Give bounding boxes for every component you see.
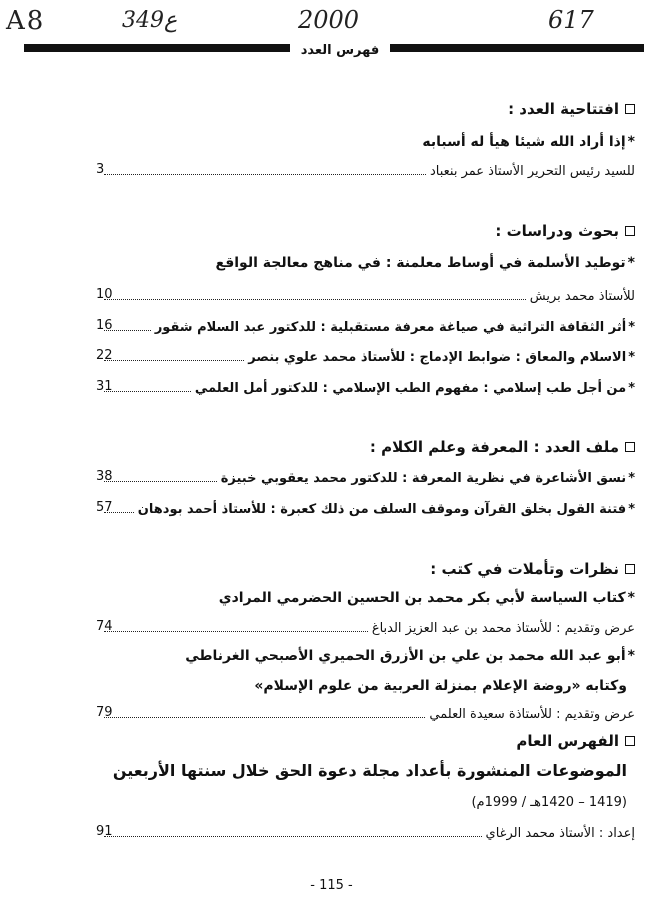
general-index-dates: (1419 – 1420هـ / 1999م) [471,795,627,810]
toc-entry [100,826,635,841]
article-title: توطيد الأسلمة في أوساط معلمنة : في مناهج معالجة الواقع [215,255,626,271]
asterisk-bullet-icon: * [627,590,635,606]
article-title-row [219,590,635,606]
section-opening [508,100,635,118]
page-number: 31 [96,379,113,394]
section-dossier [370,438,635,456]
article-author: للأستاذ محمد بريش [529,289,635,304]
asterisk-bullet-icon: * [627,134,635,150]
section-research [495,222,635,240]
article-title: كتاب السياسة لأبي بكر محمد بن الحسين الحضرمي المرادي [218,590,626,606]
handwritten-code-a8: A8 [6,6,46,36]
section-title: الفهرس العام [516,732,619,750]
asterisk-bullet-icon: * [627,255,635,271]
article-text: من أجل طب إسلامي : مفهوم الطب الإسلامي : للدكتور أمل العلمي [194,381,627,396]
toc-entry [100,320,635,335]
handwritten-code-349: 349ع [122,8,178,33]
asterisk-bullet-icon: * [628,471,635,486]
article-title-row [185,648,635,664]
asterisk-bullet-icon: * [628,350,635,365]
page-number: 74 [96,619,113,634]
page-number: 38 [96,469,113,484]
square-bullet-icon [625,442,635,452]
toc-entry [100,164,635,179]
toc-entry [100,471,635,486]
page-number: 16 [96,318,113,333]
toc-entry [100,350,635,365]
leader-dots [104,381,191,392]
page-number: 10 [96,287,113,302]
article-title-line2: وكتابه «روضة الإعلام بمنزلة العربية من علوم الإسلام» [254,678,627,694]
page-number: 91 [96,824,113,839]
page-number: 22 [96,348,113,363]
asterisk-bullet-icon: * [628,381,635,396]
section-title: ملف العدد : المعرفة وعلم الكلام : [369,438,619,456]
article-author: عرض وتقديم : للأستاذ محمد بن عبد العزيز الدباغ [371,621,635,636]
page-number: 57 [96,500,113,515]
toc-entry [100,502,635,517]
page-number: 3 [96,162,105,177]
handwritten-number-617: 617 [548,6,594,34]
page-number: 79 [96,705,113,720]
toc-entry [100,289,635,304]
leader-dots [104,164,426,175]
article-author: للسيد رئيس التحرير الأستاذ عمر بنعباد [429,164,635,179]
section-books [430,560,635,578]
square-bullet-icon [625,564,635,574]
footer-page-number: - 115 - [310,878,353,893]
article-text: نسق الأشاعرة في نظرية المعرفة : للدكتور محمد يعقوبي خبيزة [220,471,627,486]
square-bullet-icon [625,226,635,236]
article-text: أثر الثقافة التراثية في صياغة معرفة مستقبلية : للدكتور عبد السلام شقور [154,320,627,335]
section-title: بحوث ودراسات : [495,222,619,240]
general-index-subtitle: الموضوعات المنشورة بأعداد مجلة دعوة الحق خلال سنتها الأربعين [112,761,627,780]
article-title-row [422,134,635,150]
leader-dots [104,621,368,632]
section-general-index [516,732,635,750]
square-bullet-icon [625,736,635,746]
toc-entry [100,381,635,396]
leader-dots [104,289,526,300]
leader-dots [104,350,244,361]
asterisk-bullet-icon: * [627,648,635,664]
asterisk-bullet-icon: * [628,502,635,517]
leader-dots [104,471,217,482]
section-title: نظرات وتأملات في كتب : [430,560,619,578]
article-text: فتنة القول بخلق القرآن وموقف السلف من ذلك كعبرة : للأستاذ أحمد بودهان [137,502,627,517]
square-bullet-icon [625,104,635,114]
section-title: افتتاحية العدد : [508,100,619,118]
article-author: عرض وتقديم : للأستاذة سعيدة العلمي [429,707,635,722]
page-title: فهرس العدد [290,41,390,61]
article-text: الاسلام والمعاق : ضوابط الإدماج : للأستاذ محمد علوي بنصر [248,350,627,365]
leader-dots [104,826,482,837]
article-title-row [216,255,635,271]
article-author: إعداد : الأستاذ محمد الرغاي [485,826,635,841]
article-title: أبو عبد الله محمد بن علي بن الأزرق الحميري الأصبحي الغرناطي [185,648,626,664]
article-title: إذا أراد الله شيئا هيأ له أسبابه [422,134,626,150]
leader-dots [104,707,425,718]
toc-entry [100,621,635,636]
toc-entry [100,707,635,722]
handwritten-year: 2000 [298,6,360,34]
asterisk-bullet-icon: * [628,320,635,335]
